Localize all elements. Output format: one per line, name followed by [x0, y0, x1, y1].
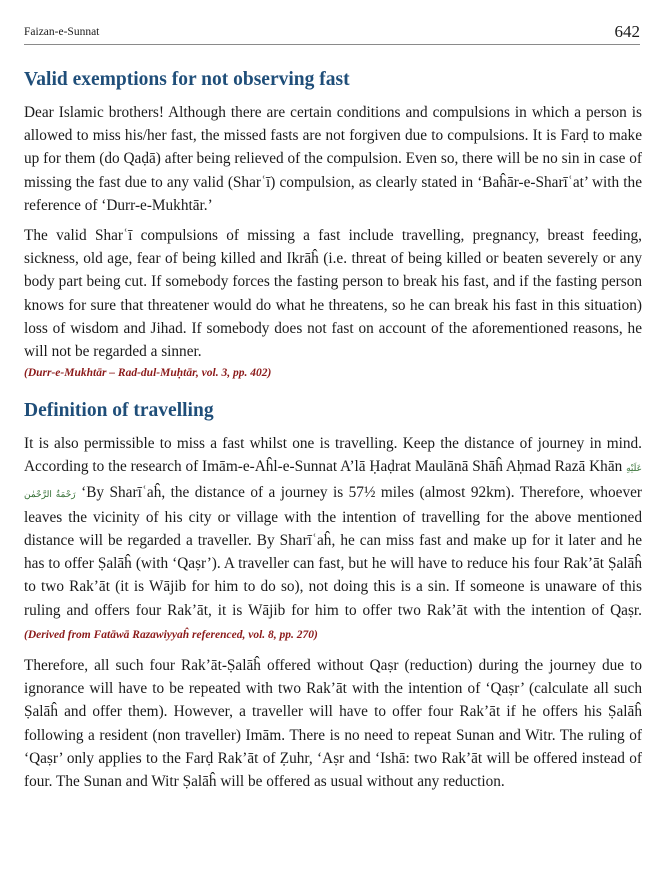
paragraph-text: ‘By Sharīʿaĥ, the distance of a journey is 57½ miles (almost 92km). Therefore, whoever leaves the vicinity of his city or village with the intention of travelling for the above mentioned distance will be regarded a traveller. By Sharīʿaĥ, he can miss fast and make up for it later and he has to offer Ṣalāĥ (with ‘Qaṣr’). A traveller can fast, but he will have to reduce his four Rak’āt Ṣalāĥ to two Rak’āt (it is Wājib for him to do so), not doing this is a sin. If someone is unaware of this ruling and offers four Rak’āt, it is Wājib for him to offer two Rak’āt with the intention of Qaṣr.: [24, 483, 643, 619]
book-title: Faizan-e-Sunnat: [24, 26, 100, 38]
reference-citation: (Durr-e-Mukhtār – Rad-dul-Muḥtār, vol. 3, pp. 402): [24, 367, 272, 380]
page-number: 642: [614, 22, 640, 41]
paragraph: Therefore, all such four Rak’āt-Ṣalāĥ offered without Qaṣr (reduction) during the journey due to ignorance will have to be repeated with two Rak’āt with the intention of ‘Qaṣr’ (calculate all such Ṣalāĥ and offer them). However, a traveller will have to offer four Rak’āt if he offers his Ṣalāĥ following a resident (non traveller) Imām. There is no need to repeat Sunan and Witr. The ruling of ‘Qaṣr’ only applies to the Farḍ Rak’āt of Ẓuhr, ‘Aṣr and ‘Ishā: two Rak’āt will be offered instead of four. The Sunan and Witr Ṣalāĥ will be offered as usual without any reduction.: [24, 657, 642, 791]
reference-citation: (Derived from Fatāwā Razawiyyaĥ referenced, vol. 8, pp. 270): [24, 628, 318, 641]
paragraph: Dear Islamic brothers! Although there are certain conditions and compulsions in which a person is allowed to miss his/her fast, the missed fasts are not forgiven due to compulsions. It is Farḍ to make up for them (do Qaḍā) after being relieved of the compulsion. Even so, there will be no sin in case of missing the fast due to any valid (Sharʿī) compulsion, as clearly stated in ‘Baĥār-e-Sharīʿat’ with the reference of ‘Durr-e-Mukhtār.’: [24, 104, 642, 214]
paragraph: The valid Sharʿī compulsions of missing a fast include travelling, pregnancy, breast feeding, sickness, old age, fear of being killed and Ikrāĥ (i.e. threat of being killed or beaten severely or any body part being cut. If somebody forces the fasting person to break his fast, and if the fasting person knows for sure that threatener would do what he threatens, so he can break his fast in this situation) loss of wisdom and Jihad. If somebody does not fast on account of the aforementioned reasons, he will not be regarded a sinner.: [24, 227, 642, 361]
section-heading: Definition of travelling: [24, 400, 214, 422]
arabic-dua: عَلَيْهِ رَحْمَةُ الرَّحْمٰن: [24, 463, 642, 499]
section-definition-of-travelling: [24, 397, 642, 793]
page-header: [24, 22, 640, 45]
section-heading: Valid exemptions for not observing fast: [24, 69, 350, 90]
paragraph-text: It is also permissible to miss a fast whilst one is travelling. Keep the distance of journey in mind. According to the research of Imām-e-Aĥl-e-Sunnat A’lā Ḥaḍrat Maulānā Shāĥ Aḥmad Razā Khān: [24, 435, 642, 476]
paragraph: [24, 432, 642, 647]
page-body: [24, 66, 642, 793]
section-valid-exemptions: [24, 66, 642, 383]
